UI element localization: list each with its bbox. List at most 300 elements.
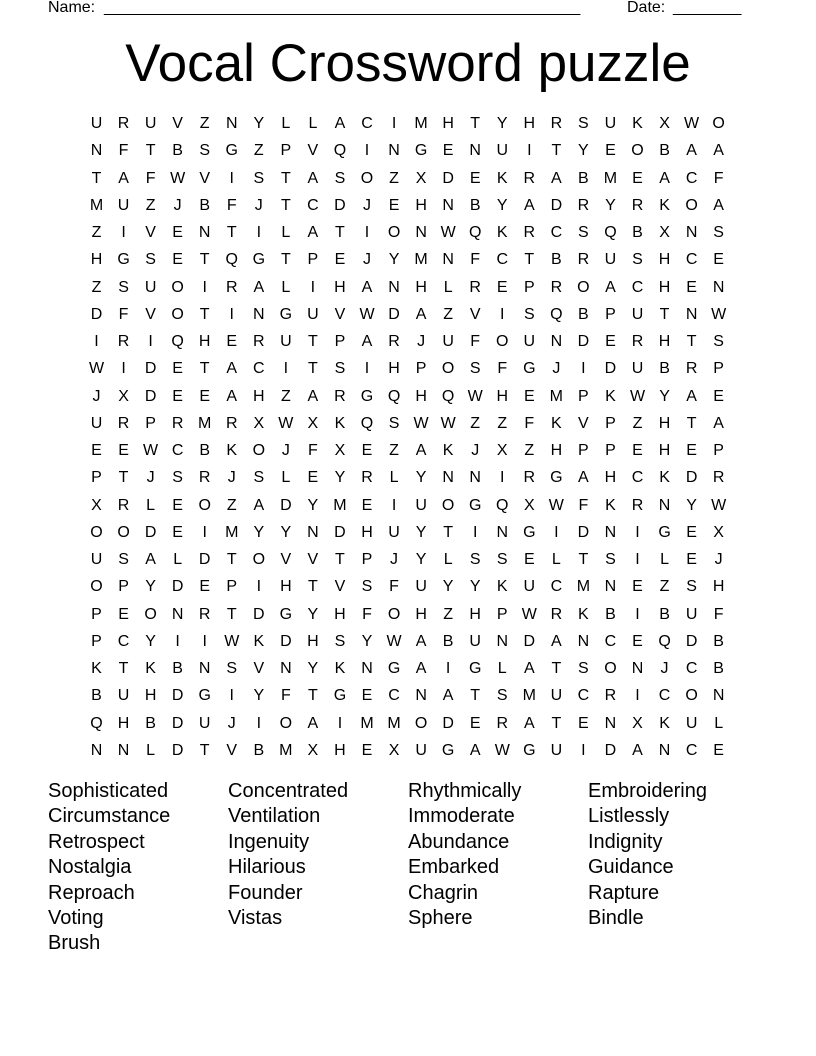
grid-letter[interactable]: Y [145, 632, 156, 650]
grid-letter[interactable]: K [442, 442, 454, 459]
grid-letter[interactable]: S [334, 360, 346, 378]
grid-letter[interactable]: Y [307, 496, 319, 514]
grid-letter[interactable]: E [469, 169, 481, 187]
grid-letter[interactable]: N [604, 523, 617, 541]
grid-letter[interactable]: Z [632, 414, 643, 432]
grid-letter[interactable]: E [361, 442, 373, 459]
grid-letter[interactable]: S [632, 251, 643, 269]
grid-letter[interactable]: T [91, 169, 102, 187]
grid-letter[interactable]: G [279, 605, 293, 623]
grid-letter[interactable]: H [415, 605, 427, 623]
grid-letter[interactable]: T [280, 251, 291, 269]
grid-letter[interactable]: N [171, 605, 184, 623]
grid-letter[interactable]: H [415, 387, 427, 405]
grid-letter[interactable]: S [334, 169, 346, 187]
grid-letter[interactable]: Q [387, 387, 401, 405]
grid-letter[interactable]: E [307, 469, 319, 487]
grid-letter[interactable]: C [685, 660, 698, 677]
grid-letter[interactable]: B [605, 605, 616, 623]
grid-letter[interactable]: G [252, 251, 266, 269]
grid-letter[interactable]: Z [280, 387, 291, 405]
grid-letter[interactable]: U [280, 333, 292, 350]
grid-letter[interactable]: I [581, 360, 586, 378]
grid-letter[interactable]: O [685, 196, 698, 214]
grid-letter[interactable]: I [121, 360, 126, 378]
grid-letter[interactable]: P [605, 305, 616, 323]
grid-letter[interactable]: O [577, 278, 590, 296]
grid-letter[interactable]: W [143, 442, 159, 459]
grid-letter[interactable]: S [118, 278, 129, 296]
grid-letter[interactable]: A [442, 687, 454, 705]
grid-letter[interactable]: A [469, 741, 481, 759]
grid-letter[interactable]: D [171, 578, 184, 596]
grid-letter[interactable]: S [578, 660, 589, 677]
grid-letter[interactable]: A [605, 278, 616, 296]
grid-letter[interactable]: J [173, 196, 182, 214]
grid-letter[interactable]: K [605, 387, 616, 405]
grid-letter[interactable]: G [387, 660, 401, 677]
grid-letter[interactable]: J [471, 442, 480, 459]
grid-letter[interactable]: A [686, 142, 697, 160]
grid-letter[interactable]: E [361, 687, 373, 705]
grid-letter[interactable]: T [226, 224, 237, 241]
grid-letter[interactable]: E [632, 442, 643, 459]
grid-letter[interactable]: J [417, 333, 426, 350]
grid-letter[interactable]: D [171, 714, 184, 732]
grid-letter[interactable]: A [145, 551, 156, 568]
grid-letter[interactable]: K [226, 442, 238, 459]
grid-letter[interactable]: O [604, 660, 617, 677]
grid-letter[interactable]: Y [496, 115, 508, 132]
grid-letter[interactable]: I [256, 224, 262, 241]
grid-letter[interactable]: U [496, 142, 509, 160]
grid-letter[interactable]: F [713, 605, 724, 623]
grid-letter[interactable]: V [469, 305, 481, 323]
grid-letter[interactable]: B [469, 196, 481, 214]
grid-letter[interactable]: T [280, 169, 291, 187]
grid-letter[interactable]: W [494, 741, 510, 759]
grid-letter[interactable]: S [605, 551, 616, 568]
grid-letter[interactable]: E [713, 741, 724, 759]
grid-letter[interactable]: A [551, 632, 562, 650]
grid-letter[interactable]: D [253, 605, 265, 623]
grid-letter[interactable]: Z [91, 278, 102, 296]
grid-letter[interactable]: V [199, 169, 211, 187]
grid-letter[interactable]: W [548, 496, 564, 514]
date-blank-line[interactable]: ________ [673, 0, 741, 16]
grid-letter[interactable]: E [605, 142, 616, 160]
grid-letter[interactable]: L [443, 278, 453, 296]
grid-letter[interactable]: K [496, 224, 508, 241]
grid-letter[interactable]: I [283, 360, 289, 378]
grid-letter[interactable]: Y [334, 469, 346, 487]
grid-letter[interactable]: A [415, 442, 427, 459]
grid-letter[interactable]: U [523, 578, 536, 596]
grid-letter[interactable]: E [226, 333, 238, 350]
grid-letter[interactable]: S [361, 578, 373, 596]
grid-letter[interactable]: I [121, 224, 126, 241]
grid-letter[interactable]: H [253, 387, 265, 405]
grid-letter[interactable]: D [442, 714, 454, 732]
grid-letter[interactable]: N [631, 660, 644, 677]
grid-letter[interactable]: P [605, 442, 616, 459]
grid-letter[interactable]: T [470, 687, 481, 705]
grid-letter[interactable]: L [281, 469, 291, 487]
grid-letter[interactable]: R [631, 333, 644, 350]
grid-letter[interactable]: C [117, 632, 130, 650]
grid-letter[interactable]: I [364, 360, 370, 378]
grid-letter[interactable]: R [225, 414, 238, 432]
grid-letter[interactable]: H [280, 578, 292, 596]
grid-letter[interactable]: A [307, 169, 319, 187]
grid-letter[interactable]: Y [280, 523, 292, 541]
grid-letter[interactable]: L [660, 551, 669, 568]
grid-letter[interactable]: N [90, 741, 103, 759]
grid-letter[interactable]: W [467, 387, 483, 405]
grid-letter[interactable]: R [117, 115, 130, 132]
grid-letter[interactable]: E [686, 278, 697, 296]
grid-letter[interactable]: C [361, 115, 373, 132]
grid-letter[interactable]: J [363, 251, 371, 269]
grid-letter[interactable]: P [145, 414, 156, 432]
grid-letter[interactable]: E [578, 714, 589, 732]
grid-letter[interactable]: J [363, 196, 371, 214]
grid-letter[interactable]: U [388, 523, 400, 541]
grid-letter[interactable]: B [172, 142, 183, 160]
grid-letter[interactable]: Q [225, 251, 238, 269]
grid-letter[interactable]: N [361, 660, 373, 677]
grid-letter[interactable]: T [659, 305, 670, 323]
grid-letter[interactable]: Z [443, 605, 454, 623]
grid-letter[interactable]: Y [578, 142, 589, 160]
grid-letter[interactable]: D [604, 360, 617, 378]
grid-letter[interactable]: S [578, 115, 589, 132]
grid-letter[interactable]: E [172, 360, 183, 378]
grid-letter[interactable]: N [117, 741, 130, 759]
grid-letter[interactable]: K [334, 414, 346, 432]
grid-letter[interactable]: I [500, 469, 505, 487]
grid-letter[interactable]: H [523, 115, 536, 132]
grid-letter[interactable]: J [227, 469, 236, 487]
grid-letter[interactable]: K [578, 605, 589, 623]
grid-letter[interactable]: V [145, 305, 156, 323]
grid-letter[interactable]: A [307, 387, 319, 405]
grid-letter[interactable]: T [308, 333, 318, 350]
grid-letter[interactable]: I [310, 278, 316, 296]
grid-letter[interactable]: I [202, 278, 207, 296]
grid-letter[interactable]: U [144, 278, 157, 296]
grid-letter[interactable]: N [415, 224, 427, 241]
grid-letter[interactable]: A [686, 387, 697, 405]
grid-letter[interactable]: E [172, 387, 183, 405]
grid-letter[interactable]: B [659, 605, 670, 623]
grid-letter[interactable]: T [199, 305, 210, 323]
grid-letter[interactable]: E [523, 387, 535, 405]
grid-letter[interactable]: J [92, 387, 101, 405]
grid-letter[interactable]: X [496, 442, 508, 459]
grid-letter[interactable]: U [604, 251, 617, 269]
grid-letter[interactable]: N [685, 305, 698, 323]
grid-letter[interactable]: N [198, 660, 211, 677]
grid-letter[interactable]: G [414, 142, 428, 160]
grid-letter[interactable]: D [550, 196, 563, 214]
grid-letter[interactable]: E [172, 496, 183, 514]
grid-letter[interactable]: G [468, 496, 482, 514]
grid-letter[interactable]: D [171, 741, 184, 759]
grid-letter[interactable]: O [252, 551, 266, 568]
grid-letter[interactable]: W [521, 605, 537, 623]
grid-letter[interactable]: U [415, 741, 427, 759]
grid-letter[interactable]: M [414, 115, 428, 132]
grid-letter[interactable]: N [198, 224, 211, 241]
grid-letter[interactable]: I [500, 305, 505, 323]
grid-letter[interactable]: C [604, 632, 617, 650]
grid-letter[interactable]: B [91, 687, 102, 705]
grid-letter[interactable]: K [496, 578, 508, 596]
grid-letter[interactable]: Z [145, 196, 156, 214]
grid-letter[interactable]: Y [605, 196, 616, 214]
grid-letter[interactable]: A [523, 196, 535, 214]
grid-letter[interactable]: M [360, 714, 374, 732]
grid-letter[interactable]: O [496, 333, 509, 350]
grid-letter[interactable]: N [658, 496, 671, 514]
grid-letter[interactable]: W [278, 414, 294, 432]
grid-letter[interactable]: R [334, 387, 346, 405]
grid-letter[interactable]: D [334, 196, 346, 214]
grid-letter[interactable]: N [604, 578, 617, 596]
grid-letter[interactable]: F [497, 360, 508, 378]
grid-letter[interactable]: E [469, 714, 481, 732]
grid-letter[interactable]: I [635, 523, 640, 541]
grid-letter[interactable]: T [470, 115, 481, 132]
grid-letter[interactable]: I [635, 605, 640, 623]
grid-letter[interactable]: W [170, 169, 186, 187]
grid-letter[interactable]: N [415, 687, 427, 705]
grid-letter[interactable]: U [604, 115, 617, 132]
grid-letter[interactable]: T [308, 360, 318, 378]
grid-letter[interactable]: H [198, 333, 211, 350]
grid-letter[interactable]: H [658, 278, 671, 296]
grid-letter[interactable]: C [631, 278, 644, 296]
grid-letter[interactable]: K [551, 414, 562, 432]
grid-letter[interactable]: O [631, 142, 644, 160]
grid-letter[interactable]: I [554, 523, 559, 541]
grid-letter[interactable]: L [714, 714, 724, 732]
grid-letter[interactable]: A [253, 278, 265, 296]
grid-letter[interactable]: L [443, 551, 453, 568]
grid-letter[interactable]: O [198, 496, 211, 514]
grid-letter[interactable]: M [603, 169, 618, 187]
grid-letter[interactable]: A [659, 169, 670, 187]
grid-letter[interactable]: L [146, 496, 156, 514]
grid-letter[interactable]: H [415, 196, 427, 214]
grid-letter[interactable]: F [308, 442, 318, 459]
grid-letter[interactable]: P [91, 469, 102, 487]
grid-letter[interactable]: R [496, 714, 509, 732]
grid-letter[interactable]: E [361, 741, 373, 759]
grid-letter[interactable]: R [550, 115, 563, 132]
grid-letter[interactable]: D [280, 496, 292, 514]
grid-letter[interactable]: S [388, 414, 400, 432]
grid-letter[interactable]: H [334, 741, 346, 759]
grid-letter[interactable]: K [632, 115, 643, 132]
grid-letter[interactable]: D [144, 387, 157, 405]
grid-letter[interactable]: L [389, 469, 399, 487]
grid-letter[interactable]: V [253, 660, 265, 677]
grid-letter[interactable]: Y [253, 115, 265, 132]
grid-letter[interactable]: T [118, 469, 129, 487]
grid-letter[interactable]: W [440, 224, 456, 241]
grid-letter[interactable]: Z [253, 142, 264, 160]
grid-letter[interactable]: N [712, 278, 725, 296]
grid-letter[interactable]: P [578, 442, 589, 459]
grid-letter[interactable]: Q [550, 305, 563, 323]
grid-letter[interactable]: C [631, 469, 644, 487]
grid-letter[interactable]: E [713, 251, 724, 269]
grid-letter[interactable]: S [334, 632, 346, 650]
grid-letter[interactable]: N [90, 142, 103, 160]
grid-letter[interactable]: Z [659, 578, 670, 596]
grid-letter[interactable]: C [388, 687, 400, 705]
grid-letter[interactable]: S [578, 224, 589, 241]
grid-letter[interactable]: R [253, 333, 265, 350]
grid-letter[interactable]: R [523, 469, 536, 487]
grid-letter[interactable]: S [713, 224, 724, 241]
grid-letter[interactable]: K [496, 169, 508, 187]
grid-letter[interactable]: G [523, 360, 536, 378]
grid-letter[interactable]: X [523, 496, 535, 514]
grid-letter[interactable]: K [659, 714, 670, 732]
grid-letter[interactable]: Y [145, 578, 156, 596]
grid-letter[interactable]: T [199, 360, 210, 378]
grid-letter[interactable]: H [415, 278, 427, 296]
grid-letter[interactable]: I [256, 578, 262, 596]
grid-letter[interactable]: O [144, 605, 157, 623]
grid-letter[interactable]: G [523, 741, 536, 759]
grid-letter[interactable]: D [685, 469, 698, 487]
grid-letter[interactable]: F [389, 578, 399, 596]
grid-letter[interactable]: E [523, 551, 535, 568]
grid-letter[interactable]: O [171, 278, 184, 296]
grid-letter[interactable]: Y [361, 632, 373, 650]
grid-letter[interactable]: J [146, 469, 155, 487]
grid-letter[interactable]: C [658, 687, 671, 705]
grid-letter[interactable]: P [226, 578, 238, 596]
grid-letter[interactable]: N [388, 142, 400, 160]
grid-letter[interactable]: U [631, 305, 644, 323]
grid-letter[interactable]: I [472, 523, 478, 541]
grid-letter[interactable]: S [469, 551, 481, 568]
grid-letter[interactable]: N [658, 741, 671, 759]
grid-letter[interactable]: Y [469, 578, 481, 596]
grid-letter[interactable]: P [496, 605, 508, 623]
grid-letter[interactable]: Q [90, 714, 103, 732]
grid-letter[interactable]: U [307, 305, 319, 323]
grid-letter[interactable]: Y [307, 660, 319, 677]
grid-letter[interactable]: N [550, 333, 563, 350]
grid-letter[interactable]: M [89, 196, 104, 214]
grid-letter[interactable]: D [523, 632, 536, 650]
grid-letter[interactable]: M [279, 741, 293, 759]
grid-letter[interactable]: A [334, 115, 346, 132]
grid-letter[interactable]: K [659, 469, 670, 487]
grid-letter[interactable]: U [442, 333, 454, 350]
grid-letter[interactable]: D [577, 523, 590, 541]
grid-letter[interactable]: X [659, 224, 670, 241]
grid-letter[interactable]: R [198, 605, 211, 623]
name-blank-line[interactable]: ________________________________________________________ [104, 0, 580, 16]
grid-letter[interactable]: K [659, 196, 670, 214]
grid-letter[interactable]: P [118, 578, 129, 596]
grid-letter[interactable]: O [685, 687, 698, 705]
grid-letter[interactable]: F [118, 305, 129, 323]
grid-letter[interactable]: T [118, 660, 129, 677]
grid-letter[interactable]: G [117, 251, 130, 269]
grid-letter[interactable]: L [551, 551, 561, 568]
grid-letter[interactable]: W [88, 360, 105, 378]
grid-letter[interactable]: E [361, 496, 373, 514]
grid-letter[interactable]: N [442, 469, 454, 487]
grid-letter[interactable]: B [632, 224, 643, 241]
grid-letter[interactable]: R [388, 333, 400, 350]
grid-letter[interactable]: F [524, 414, 535, 432]
grid-letter[interactable]: R [631, 196, 644, 214]
grid-letter[interactable]: B [199, 442, 211, 459]
grid-letter[interactable]: X [307, 741, 319, 759]
grid-letter[interactable]: A [632, 741, 643, 759]
grid-letter[interactable]: A [713, 414, 724, 432]
grid-letter[interactable]: A [578, 469, 589, 487]
grid-letter[interactable]: E [172, 224, 183, 241]
grid-letter[interactable]: Y [415, 469, 427, 487]
grid-letter[interactable]: H [469, 605, 481, 623]
grid-letter[interactable]: E [199, 578, 211, 596]
grid-letter[interactable]: I [445, 660, 451, 677]
grid-letter[interactable]: I [391, 115, 397, 132]
grid-letter[interactable]: G [468, 660, 482, 677]
grid-letter[interactable]: D [388, 305, 400, 323]
grid-letter[interactable]: B [578, 169, 589, 187]
grid-letter[interactable]: F [145, 169, 156, 187]
grid-letter[interactable]: R [631, 496, 644, 514]
grid-letter[interactable]: C [685, 169, 698, 187]
grid-letter[interactable]: B [551, 251, 562, 269]
grid-letter[interactable]: Z [443, 305, 454, 323]
grid-letter[interactable]: A [551, 169, 562, 187]
grid-letter[interactable]: I [581, 741, 586, 759]
grid-letter[interactable]: I [391, 496, 397, 514]
grid-letter[interactable]: W [224, 632, 240, 650]
grid-letter[interactable]: D [604, 741, 617, 759]
grid-letter[interactable]: Z [470, 414, 481, 432]
grid-letter[interactable]: T [280, 196, 291, 214]
grid-letter[interactable]: R [171, 414, 184, 432]
grid-letter[interactable]: O [279, 714, 293, 732]
grid-letter[interactable]: C [253, 360, 265, 378]
grid-letter[interactable]: X [659, 115, 670, 132]
grid-letter[interactable]: U [685, 714, 698, 732]
grid-letter[interactable]: H [334, 605, 346, 623]
grid-letter[interactable]: W [359, 305, 375, 323]
grid-letter[interactable]: U [90, 115, 103, 132]
grid-letter[interactable]: T [443, 523, 454, 541]
grid-letter[interactable]: D [90, 305, 103, 323]
grid-letter[interactable]: R [685, 360, 698, 378]
grid-letter[interactable]: Q [604, 224, 617, 241]
grid-letter[interactable]: T [199, 251, 210, 269]
grid-letter[interactable]: H [496, 387, 509, 405]
grid-letter[interactable]: A [253, 496, 265, 514]
